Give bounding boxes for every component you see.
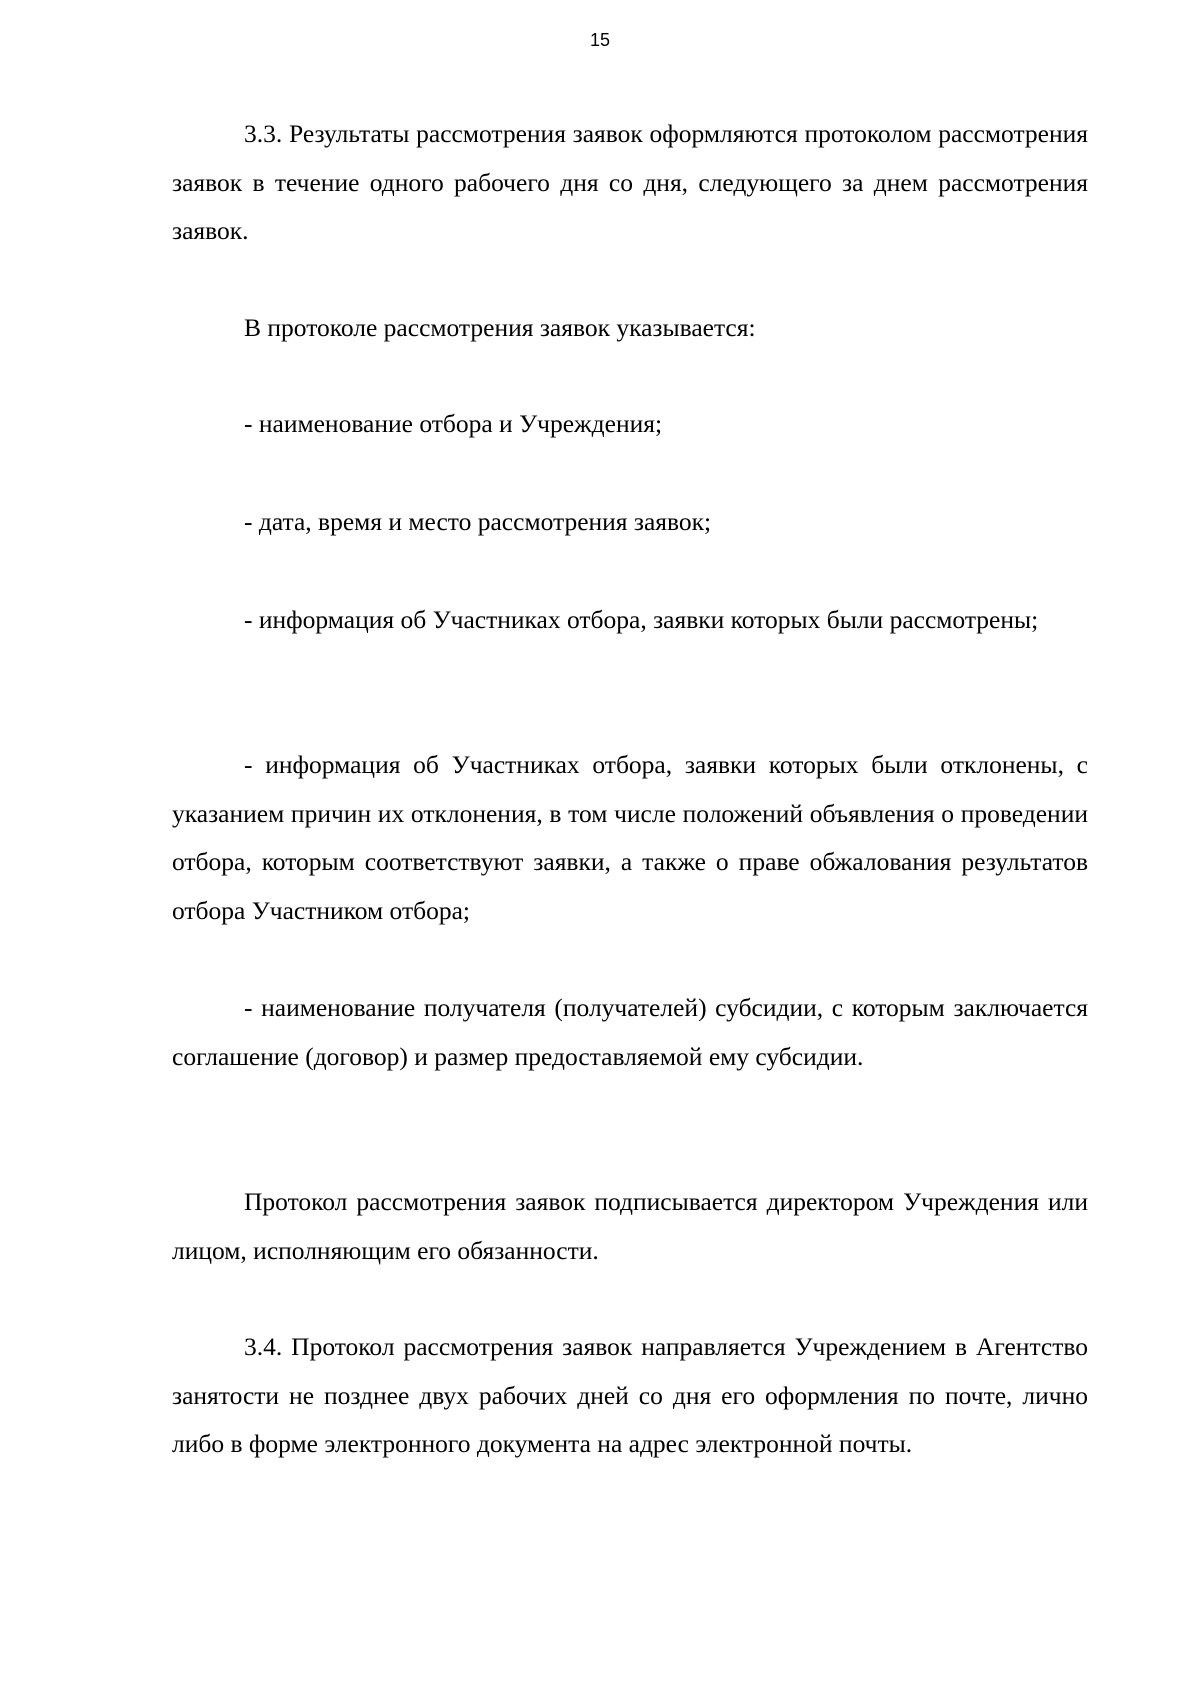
list-item-selection-name: - наименование отбора и Учреждения; <box>244 409 663 438</box>
paragraph-3-3-results: 3.3. Результаты рассмотрения заявок оформляются протоколом рассмотрения заявок в течение одного рабочего дня со дня, следующего за днем рассмотрения заявок. <box>172 119 1088 245</box>
page-number: 15 <box>589 30 611 50</box>
list-item-subsidy-recipient: - наименование получателя (получателей) субсидии, с которым заключается соглашение (договор) и размер предоставляемой ему субсидии. <box>172 993 1088 1071</box>
paragraph-protocol-intro: В протоколе рассмотрения заявок указывается: <box>244 313 756 342</box>
list-item-reviewed-participants: - информация об Участниках отбора, заявки которых были рассмотрены; <box>244 605 1039 634</box>
list-item-rejected-participants: - информация об Участниках отбора, заявки которых были отклонены, с указанием причин их отклонения, в том числе положений объявления о проведении отбора, которым соответствуют заявки, а также о праве обжалования результатов отбора Участником отбора; <box>172 750 1088 925</box>
list-item-date-time-place: - дата, время и место рассмотрения заявок; <box>244 507 712 536</box>
paragraph-3-4-protocol-sending: 3.4. Протокол рассмотрения заявок направляется Учреждением в Агентство занятости не позднее двух рабочих дней со дня его оформления по почте, лично либо в форме электронного документа на адрес электронной почты. <box>172 1332 1088 1458</box>
paragraph-protocol-signing: Протокол рассмотрения заявок подписывается директором Учреждения или лицом, исполняющим его обязанности. <box>172 1187 1088 1265</box>
